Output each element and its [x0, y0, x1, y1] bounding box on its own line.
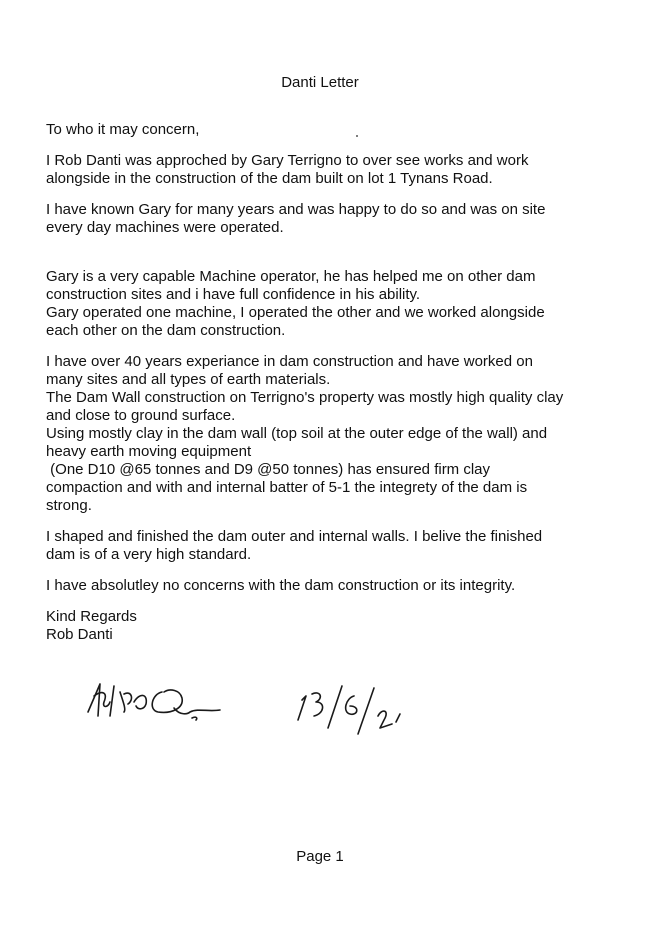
- handwritten-signature-and-date: [80, 672, 420, 752]
- paragraph-line: and close to ground surface.: [46, 407, 236, 424]
- paragraph-line: I have known Gary for many years and was happy to do so and was on site: [46, 201, 546, 218]
- closing-block: [46, 608, 606, 644]
- paragraph-6: [46, 577, 606, 595]
- signatory-name: Rob Danti: [46, 626, 113, 643]
- paragraph-line: compaction and with and internal batter of 5-1 the integrety of the dam is: [46, 479, 528, 496]
- paragraph-line: strong.: [46, 497, 92, 514]
- paragraph-line: I have absolutley no concerns with the dam construction or its integrity.: [46, 577, 516, 594]
- paragraph-line: many sites and all types of earth materials.: [46, 371, 331, 388]
- paragraph-line: heavy earth moving equipment: [46, 443, 252, 460]
- paragraph-2: [46, 201, 606, 237]
- closing-text: Kind Regards: [46, 608, 137, 625]
- paragraph-line: Gary operated one machine, I operated the other and we worked alongside: [46, 304, 545, 321]
- paragraph-4: [46, 353, 606, 515]
- page-number: Page 1: [296, 848, 344, 865]
- paragraph-line: I Rob Danti was approched by Gary Terrigno to over see works and work: [46, 152, 529, 169]
- paragraph-line: (One D10 @65 tonnes and D9 @50 tonnes) has ensured firm clay: [46, 461, 491, 478]
- paragraph-line: every day machines were operated.: [46, 219, 284, 236]
- paragraph-line: construction sites and i have full confidence in his ability.: [46, 286, 421, 303]
- paragraph-1: [46, 152, 606, 188]
- paragraph-line: alongside in the construction of the dam built on lot 1 Tynans Road.: [46, 170, 493, 187]
- paragraph-line: Gary is a very capable Machine operator, he has helped me on other dam: [46, 268, 536, 285]
- paragraph-3: [46, 268, 606, 340]
- document-title: Danti Letter: [281, 74, 359, 91]
- paragraph-line: I have over 40 years experiance in dam construction and have worked on: [46, 353, 533, 370]
- paragraph-5: [46, 528, 606, 564]
- paragraph-line: each other on the dam construction.: [46, 322, 286, 339]
- letter-body: [46, 121, 606, 644]
- paragraph-line: The Dam Wall construction on Terrigno's property was mostly high quality clay: [46, 389, 564, 406]
- paragraph-line: Using mostly clay in the dam wall (top soil at the outer edge of the wall) and: [46, 425, 548, 442]
- signature-area: [80, 672, 420, 752]
- paragraph-line: dam is of a very high standard.: [46, 546, 252, 563]
- paragraph-line: I shaped and finished the dam outer and internal walls. I belive the finished: [46, 528, 543, 545]
- salutation: To who it may concern,: [46, 121, 200, 138]
